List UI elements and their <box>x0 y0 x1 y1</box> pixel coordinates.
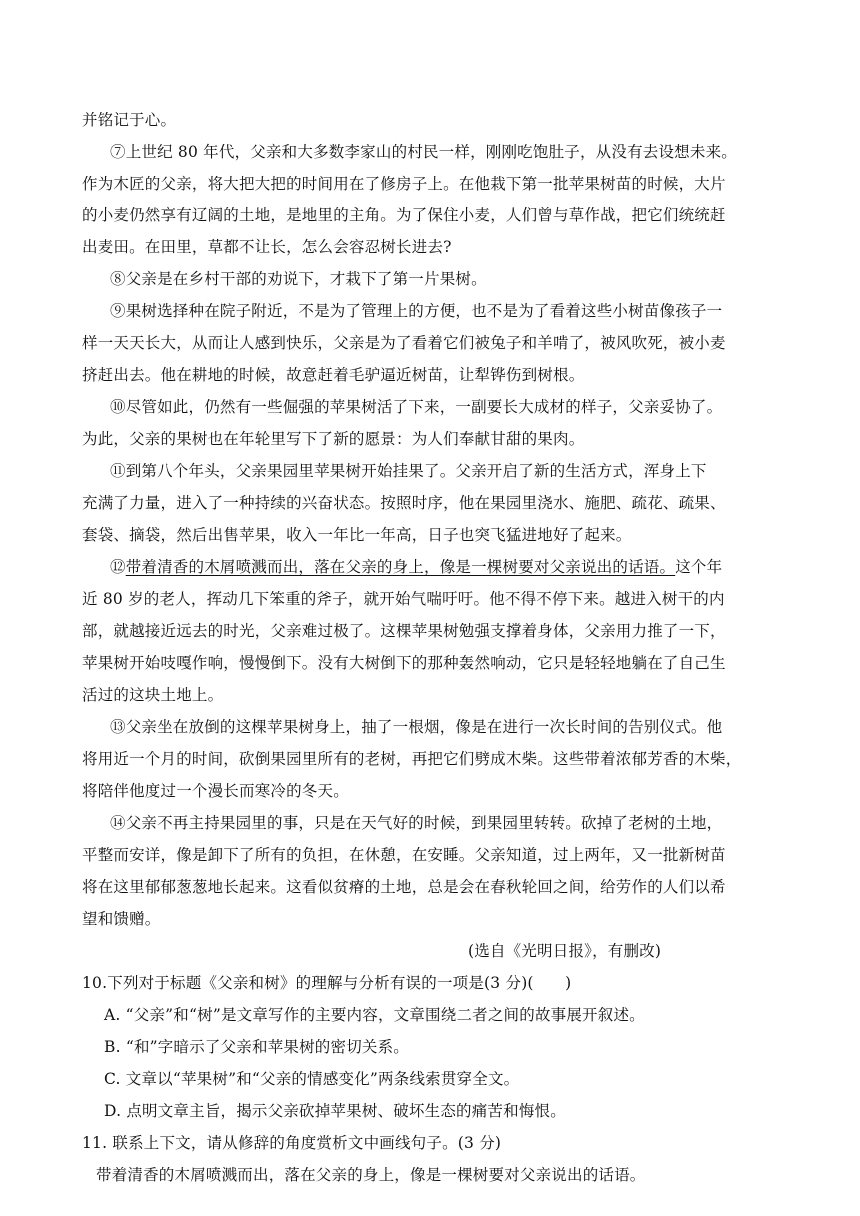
paragraph-line: ⑩尽管如此，仍然有一些倔强的苹果树活了下来，一副要长大成材的样子，父亲妥协了。 <box>110 398 723 416</box>
quoted-sentence: 带着清香的木屑喷溅而出，落在父亲的身上，像是一棵树要对父亲说出的话语。 <box>96 1166 646 1184</box>
paragraph-line <box>110 557 722 577</box>
paragraph-line: 望和馈赠。 <box>82 910 161 928</box>
paragraph-line: 部，就越接近远去的时光，父亲难过极了。这棵苹果树勉强支撑着身体，父亲用力推了一下， <box>82 622 726 640</box>
option-c: C. 文章以“苹果树”和“父亲的情感变化”两条线索贯穿全文。 <box>104 1070 520 1088</box>
paragraph-line: 苹果树开始吱嘎作响，慢慢倒下。没有大树倒下的那种轰然响动，它只是轻轻地躺在了自己生 <box>82 654 726 672</box>
paragraph-line: ⑭父亲不再主持果园里的事，只是在天气好的时候，到果园里转转。砍掉了老树的土地， <box>110 814 723 832</box>
paragraph-line: 挤赶出去。他在耕地的时候，故意赶着毛驴逼近树苗，让犁铧伤到树根。 <box>82 366 585 384</box>
paragraph-line: ⑪到第八个年头，父亲果园里苹果树开始挂果了。父亲开启了新的生活方式，浑身上下 <box>110 462 707 480</box>
paragraph-line: ⑦上世纪 80 年代，父亲和大多数李家山的村民一样，刚刚吃饱肚子，从没有去设想未来。 <box>110 143 737 161</box>
question-stem: 10.下列对于标题《父亲和树》的理解与分析有误的一项是(3 分)( ) <box>82 974 572 992</box>
paragraph-line: 将陪伴他度过一个漫长而寒冷的冬天。 <box>82 782 349 800</box>
paragraph-line: 充满了力量，进入了一种持续的兴奋状态。按照时序，他在果园里浇水、施肥、疏花、疏果、 <box>82 494 726 512</box>
source-note: (选自《光明日报》，有删改) <box>468 942 662 960</box>
paragraph-line: 的小麦仍然享有辽阔的土地，是地里的主角。为了保住小麦，人们曾与草作战，把它们统统赶 <box>82 206 726 224</box>
option-a: A. “父亲”和“树”是文章写作的主要内容，文章围绕二者之间的故事展开叙述。 <box>104 1006 645 1024</box>
paragraph-line-tail: 这个年 <box>675 558 723 576</box>
option-b: B. “和”字暗示了父亲和苹果树的密切关系。 <box>104 1038 409 1056</box>
paragraph-line: 平整而安详，像是卸下了所有的负担，在休憩，在安睡。父亲知道，过上两年，又一批新树苗 <box>82 846 726 864</box>
option-d: D. 点明文章主旨，揭示父亲砍掉苹果树、破坏生态的痛苦和悔恨。 <box>104 1102 566 1120</box>
paragraph-line: 样一天天长大，从而让人感到快乐，父亲是为了看着它们被兔子和羊啃了，被风吹死，被小麦 <box>82 334 726 352</box>
paragraph-line: 将在这里郁郁葱葱地长起来。这看似贫瘠的土地，总是会在春秋轮回之间，给劳作的人们以希 <box>82 878 726 896</box>
passage-intro-line: 并铭记于心。 <box>82 111 177 129</box>
paragraph-line: 为此，父亲的果树也在年轮里写下了新的愿景：为人们奉献甘甜的果肉。 <box>82 430 585 448</box>
underlined-sentence: 带着清香的木屑喷溅而出，落在父亲的身上，像是一棵树要对父亲说出的话语。 <box>125 558 676 576</box>
paragraph-line: 活过的这块土地上。 <box>82 686 224 704</box>
paragraph-line: 出麦田。在田里，草都不让长，怎么会容忍树长进去? <box>82 238 452 256</box>
question-stem: 11. 联系上下文，请从修辞的角度赏析文中画线句子。(3 分) <box>82 1134 502 1152</box>
paragraph-line: ⑬父亲坐在放倒的这棵苹果树身上，抽了一根烟，像是在进行一次长时间的告别仪式。他 <box>110 718 723 736</box>
paragraph-line: 作为木匠的父亲，将大把大把的时间用在了修房子上。在他栽下第一批苹果树苗的时候，大片 <box>82 175 726 193</box>
paragraph-line: ⑧父亲是在乡村干部的劝说下，才栽下了第一片果树。 <box>110 270 487 288</box>
paragraph-marker: ⑫ <box>110 558 126 576</box>
paragraph-line: 套袋、摘袋，然后出售苹果，收入一年比一年高，日子也突飞猛进地好了起来。 <box>82 526 632 544</box>
paragraph-line: 近 80 岁的老人，挥动几下笨重的斧子，就开始气喘吁吁。他不得不停下来。越进入树干的内 <box>82 590 725 608</box>
paragraph-line: ⑨果树选择种在院子附近，不是为了管理上的方便，也不是为了看着这些小树苗像孩子一 <box>110 302 723 320</box>
paragraph-line: 将用近一个月的时间，砍倒果园里所有的老树，再把它们劈成木柴。这些带着浓郁芳香的木柴， <box>82 750 742 768</box>
